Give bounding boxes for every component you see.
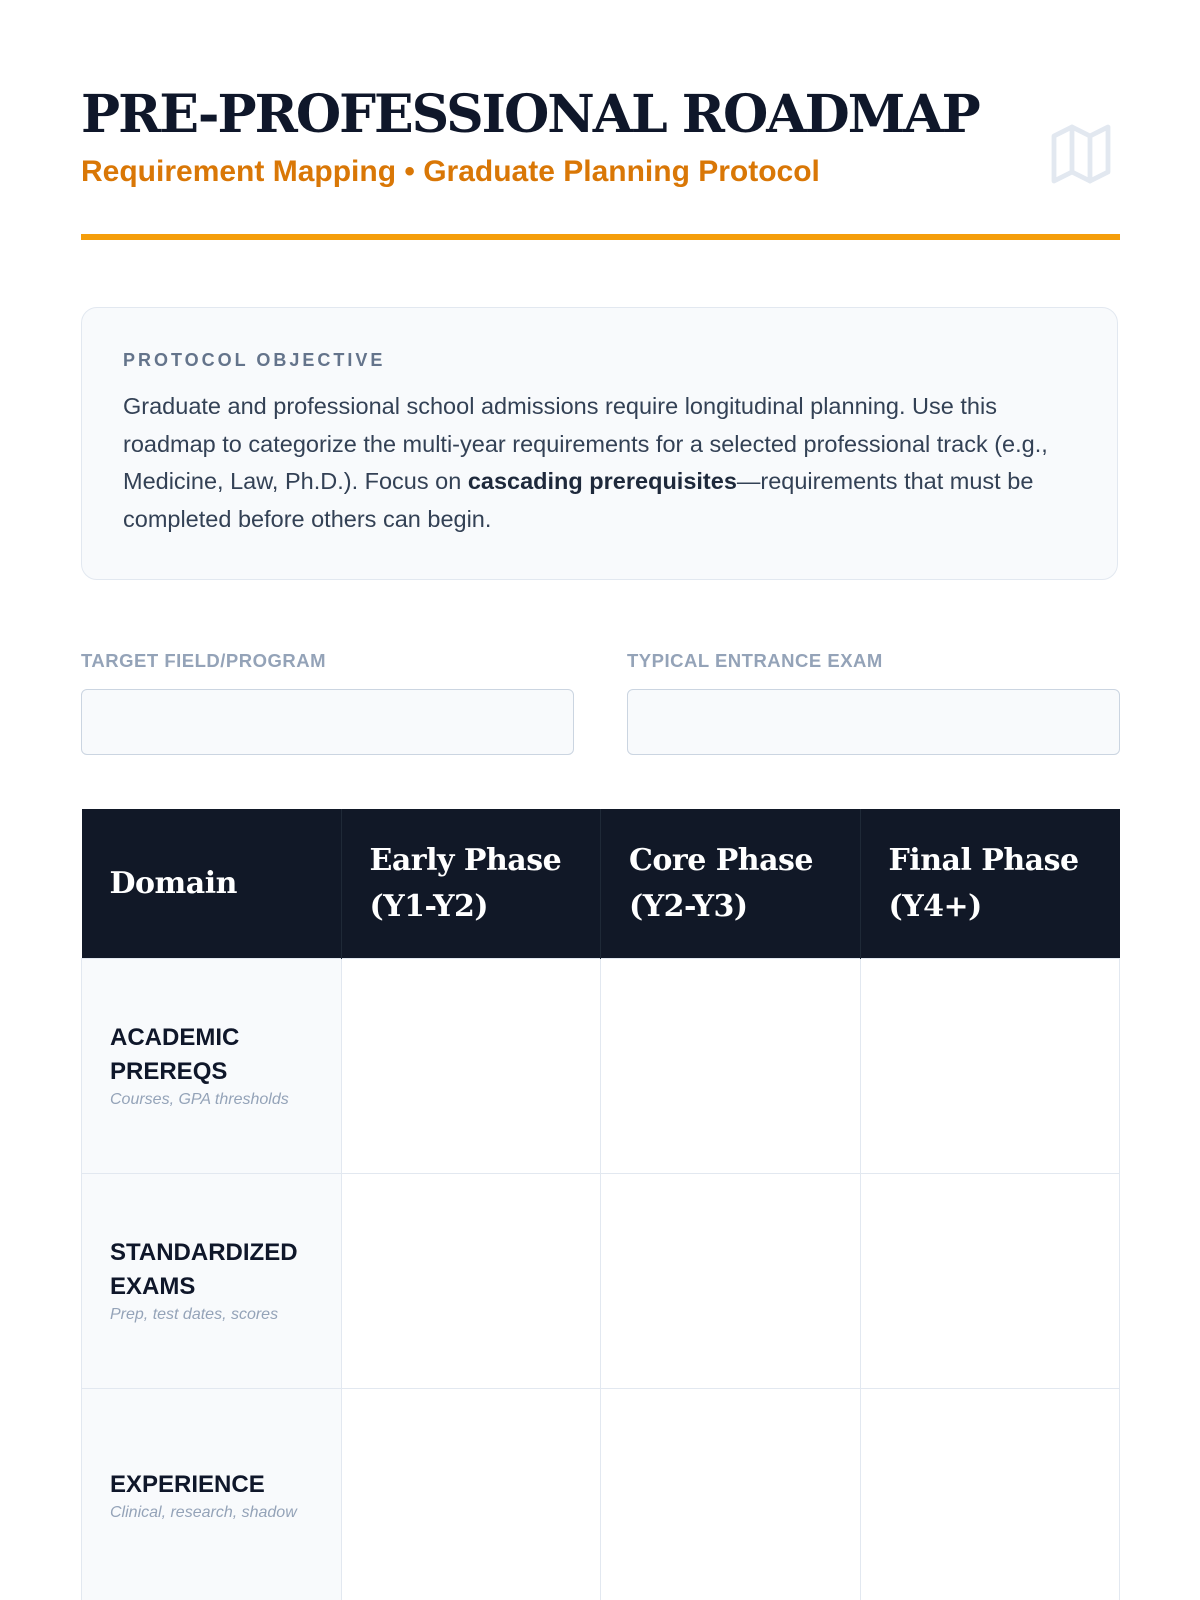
target-field-label: TARGET FIELD/PROGRAM [81,650,327,671]
column-header-early-phase [341,809,601,959]
table-header-row [82,809,1120,959]
roadmap-table [81,809,1120,1600]
domain-name: ACADEMIC PREREQS [110,1024,240,1085]
core-phase-cell[interactable] [601,1389,861,1600]
objective-text-end: —requirements that must be completed before others can begin. [123,468,1034,532]
final-phase-cell[interactable] [860,1389,1120,1600]
objective-panel [81,307,1118,580]
objective-text-start: Graduate and professional school admissions require longitudinal planning. Use this roadmap to categorize the multi-year requirements for a selected professional track (e.g., Medicine, Law, Ph.D.). Focus on [123,393,1048,494]
objective-heading: PROTOCOL OBJECTIVE [123,350,386,370]
objective-emphasis: cascading prerequisites [467,468,737,494]
domain-hint: Prep, test dates, scores [110,1306,279,1323]
column-header-years: (Y2-Y3) [629,888,748,924]
final-phase-cell[interactable] [860,959,1120,1174]
table-row [82,1174,1120,1389]
domain-hint: Clinical, research, shadow [110,1504,297,1521]
column-header-final-phase [860,809,1120,959]
domain-cell-exams [82,1174,342,1389]
early-phase-cell[interactable] [341,959,601,1174]
header-divider [81,234,1120,240]
core-phase-cell[interactable] [601,1174,861,1389]
domain-cell-experience [82,1389,342,1600]
column-header-years: (Y1-Y2) [369,888,489,924]
column-header-label: Early Phase [369,842,562,878]
domain-name: STANDARDIZED EXAMS [110,1239,298,1300]
column-header-years: (Y4+) [888,888,982,924]
early-phase-cell[interactable] [341,1389,601,1600]
domain-cell-academic [82,959,342,1174]
domain-hint: Courses, GPA thresholds [110,1091,289,1108]
entrance-exam-label: TYPICAL ENTRANCE EXAM [627,650,883,671]
entrance-exam-input[interactable] [627,689,1120,755]
roadmap-page [81,0,1120,1600]
page-subtitle: Requirement Mapping • Graduate Planning Protocol [81,155,820,188]
table-row [82,959,1120,1174]
early-phase-cell[interactable] [341,1174,601,1389]
domain-name: EXPERIENCE [110,1471,265,1498]
table-row [82,1389,1120,1600]
column-header-label: Final Phase [888,842,1079,878]
page-title: PRE-PROFESSIONAL ROADMAP [81,84,979,145]
column-header-label: Core Phase [629,842,814,878]
target-field-input[interactable] [81,689,574,755]
map-icon [1045,118,1117,190]
column-header-label: Domain [109,865,237,901]
core-phase-cell[interactable] [601,959,861,1174]
objective-text [123,388,1083,538]
column-header-domain [82,809,342,959]
final-phase-cell[interactable] [860,1174,1120,1389]
column-header-core-phase [601,809,861,959]
